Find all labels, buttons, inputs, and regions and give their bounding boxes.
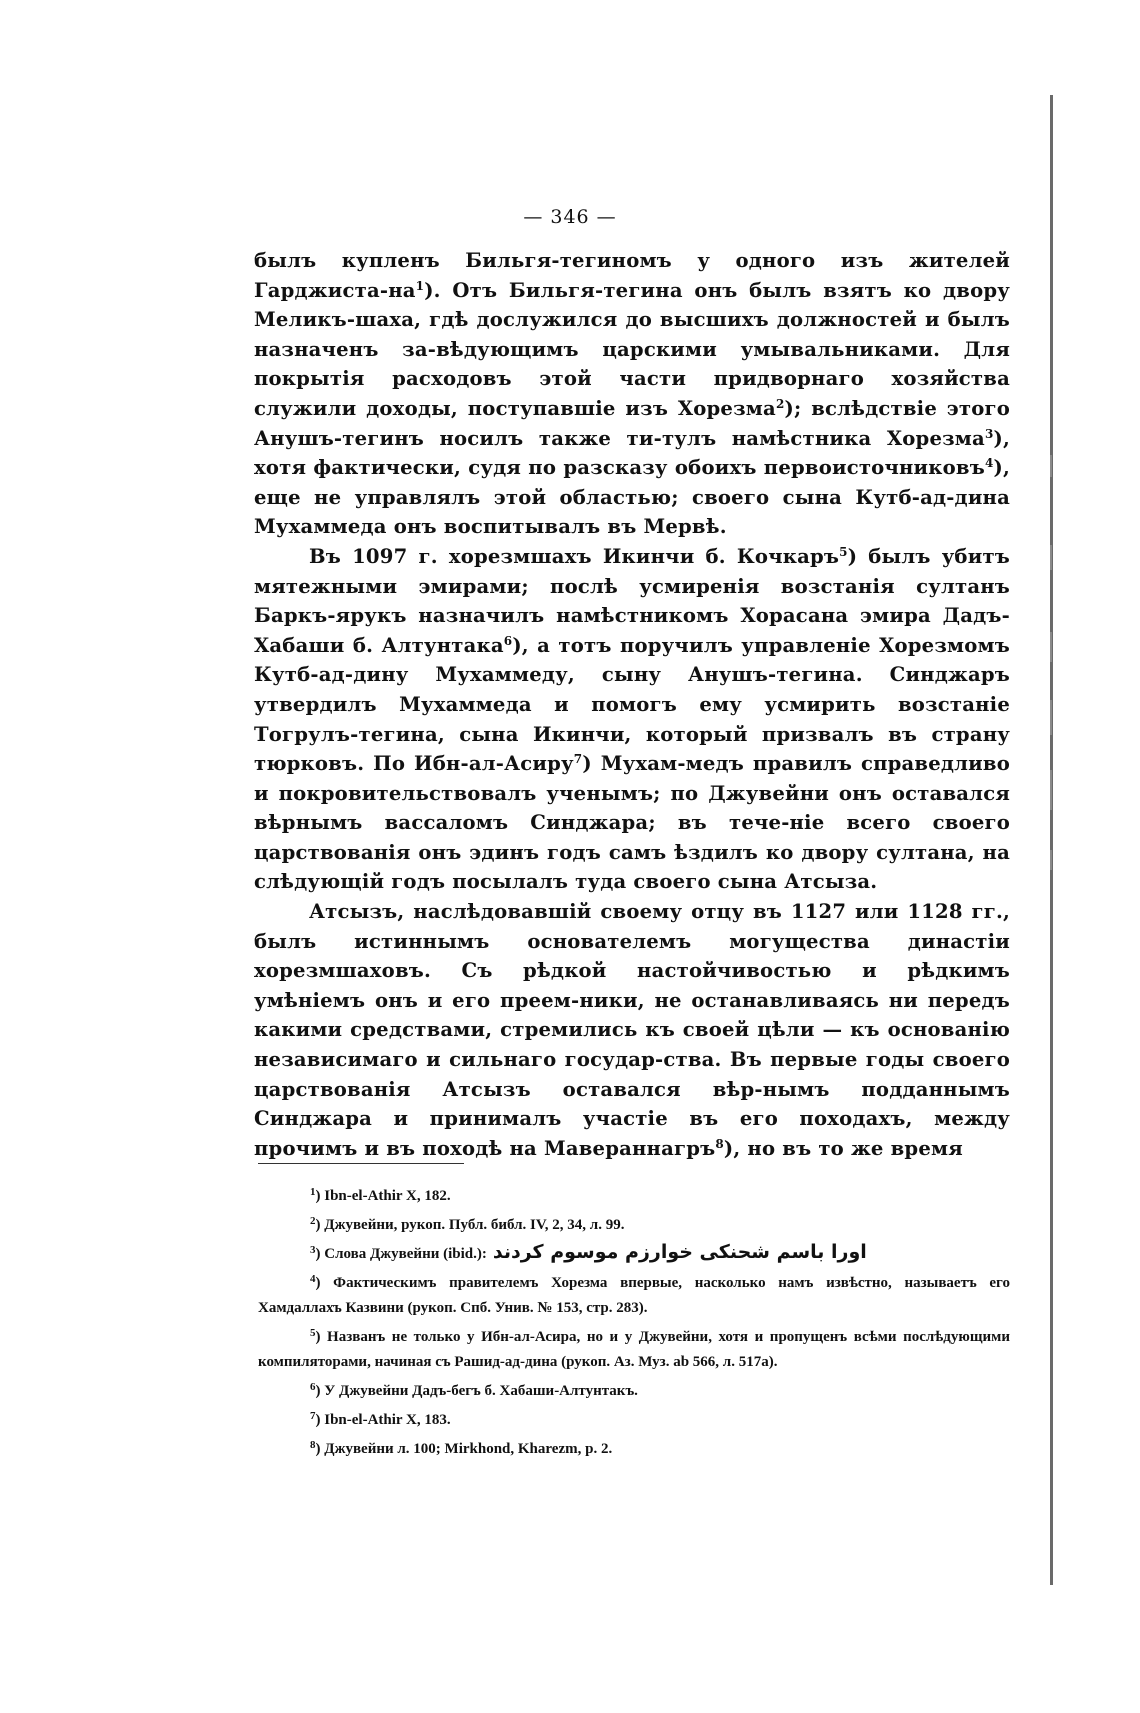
footnote-ref[interactable]: 8 <box>715 1136 724 1151</box>
footnote-ref[interactable]: 6 <box>503 633 513 648</box>
footnote-text: ) Джувейни, рукоп. Публ. библ. IV, 2, 34, л. 99. <box>315 1217 625 1233</box>
footnote-item <box>258 1433 1010 1462</box>
footnote-mark: 1 <box>310 1186 316 1198</box>
edge-mark <box>1050 632 1052 662</box>
edge-mark <box>1050 770 1052 810</box>
footnote-text: ) Ibn-el-Athir X, 182. <box>315 1188 451 1204</box>
footnotes <box>258 1180 1010 1462</box>
text-run: ). Отъ Бильгя-тегина онъ былъ взятъ ко двору Меликъ-шаха, гдѣ дослужился до высшихъ должностей и былъ назначенъ за-вѣдующимъ царскими умывальниками. Для покрытія расходовъ этой части придворнаго хозяйства служили доходы, поступавшіе изъ Хорезма <box>254 278 1010 420</box>
footnote-mark: 5 <box>310 1327 316 1339</box>
text-run: ), но въ то же время <box>723 1136 963 1160</box>
footnote-mark: 4 <box>310 1273 316 1285</box>
edge-mark <box>1050 455 1052 477</box>
footnote-ref[interactable]: 2 <box>775 396 785 411</box>
edge-mark <box>1050 700 1052 735</box>
paragraph <box>254 897 1010 1163</box>
arabic-quote: اورا باسم شحنکی خوارزم موسوم کردند <box>492 1241 867 1263</box>
text-run: ), еще не управлялъ этой областью; своего сына Кутб-ад-дина Мухаммеда онъ воспитывалъ въ Мервѣ. <box>254 456 1010 539</box>
text-run: ), а тотъ поручилъ управленіе Хорезмомъ Кутб-ад-дину Мухаммеду, сыну Анушъ-тегина. Синджаръ утвердилъ Мухаммеда и помогъ ему усмирить возстаніе Тогрулъ-тегина, сына Икинчи, который призвалъ въ страну тюрковъ. По Ибн-ал-Асиру <box>254 633 1010 776</box>
page-number: — 346 — <box>523 206 617 228</box>
body-text <box>254 246 1010 1163</box>
footnote-ref[interactable]: 1 <box>415 278 425 293</box>
text-run: ), хотя фактически, судя по разсказу обоихъ первоисточниковъ <box>254 426 1010 480</box>
footnote-text: ) Слова Джувейни (ibid.): <box>315 1246 487 1262</box>
edge-mark <box>1050 850 1052 870</box>
footnote-item <box>258 1321 1010 1375</box>
footnote-text: ) Названъ не только у Ибн-ал-Асира, но и у Джувейни, хотя и пропущенъ всѣми послѣдующими компиляторами, начиная съ Рашид-ад-дина (рукоп. Аз. Муз. ab 566, л. 517a). <box>258 1329 1010 1370</box>
page-edge-line <box>1050 95 1053 1585</box>
footnote-text: ) Фактическимъ правителемъ Хорезма впервые, насколько намъ извѣстно, называетъ его Хамдаллахъ Казвини (рукоп. Спб. Унив. № 153, стр. 283). <box>258 1275 1010 1316</box>
footnote-mark: 8 <box>310 1439 316 1451</box>
footnote-item <box>258 1238 1010 1267</box>
text-run: Атсызъ, наслѣдовавшій своему отцу въ 1127 или 1128 гг., былъ истиннымъ основателемъ могущества династіи хорезмшаховъ. Съ рѣдкой настойчивостью и рѣдкимъ умѣніемъ онъ и его преем-ники, не останавливаясь ни передъ какими средствами, стремились къ своей цѣли — къ основанію независимаго и сильнаго государ-ства. Въ первые годы своего царствованія Атсызъ оставался вѣр-нымъ подданнымъ Синджара и принималъ участіе въ его походахъ, между прочимъ и въ походѣ на Мавераннагръ <box>254 900 1010 1160</box>
footnote-item <box>258 1404 1010 1433</box>
footnote-ref[interactable]: 5 <box>839 544 848 559</box>
footnote-item <box>258 1375 1010 1404</box>
footnote-mark: 3 <box>310 1244 316 1256</box>
footnote-ref[interactable]: 4 <box>984 456 994 471</box>
footnote-item <box>258 1267 1010 1321</box>
paragraph <box>254 542 1010 897</box>
text-run: былъ купленъ Бильгя-тегиномъ у одного изъ жителей Гарджиста-на <box>254 249 1010 302</box>
footnote-item <box>258 1209 1010 1238</box>
footnote-text: ) У Джувейни Дадъ-бегъ б. Хабаши-Алтунтакъ. <box>315 1383 638 1399</box>
paragraph <box>254 246 1010 542</box>
footnote-item <box>258 1180 1010 1209</box>
footnote-mark: 7 <box>310 1410 316 1422</box>
footnote-text: ) Джувейни л. 100; Mirkhond, Kharezm, p. 2. <box>315 1441 613 1457</box>
footnote-separator <box>258 1163 464 1164</box>
footnote-text: ) Ibn-el-Athir X, 183. <box>315 1412 451 1428</box>
footnote-ref[interactable]: 3 <box>984 426 994 441</box>
footnote-mark: 6 <box>310 1381 316 1393</box>
text-run: Въ 1097 г. хорезмшахъ Икинчи б. Кочкаръ <box>309 544 840 568</box>
edge-mark <box>1050 545 1052 570</box>
text-run: ) былъ убитъ мятежными эмирами; послѣ усмиренія возстанія султанъ Баркъ-ярукъ назначилъ намѣстникомъ Хорасана эмира Дадъ-Хабаши б. Алтунтака <box>254 544 1011 657</box>
text-run: ) Мухам-медъ правилъ справедливо и покровительствовалъ ученымъ; по Джувейни онъ оставался вѣрнымъ вассаломъ Синджара; въ тече-ніе всего своего царствованія онъ эдинъ годъ самъ ѣздилъ ко двору султана, на слѣдующій годъ посылалъ туда своего сына Атсыза. <box>254 752 1011 894</box>
footnote-mark: 2 <box>310 1215 316 1227</box>
footnote-ref[interactable]: 7 <box>573 752 583 767</box>
text-run: ); вслѣдствіе этого Анушъ-тегинъ носилъ также ти-тулъ намѣстника Хорезма <box>254 396 1011 450</box>
